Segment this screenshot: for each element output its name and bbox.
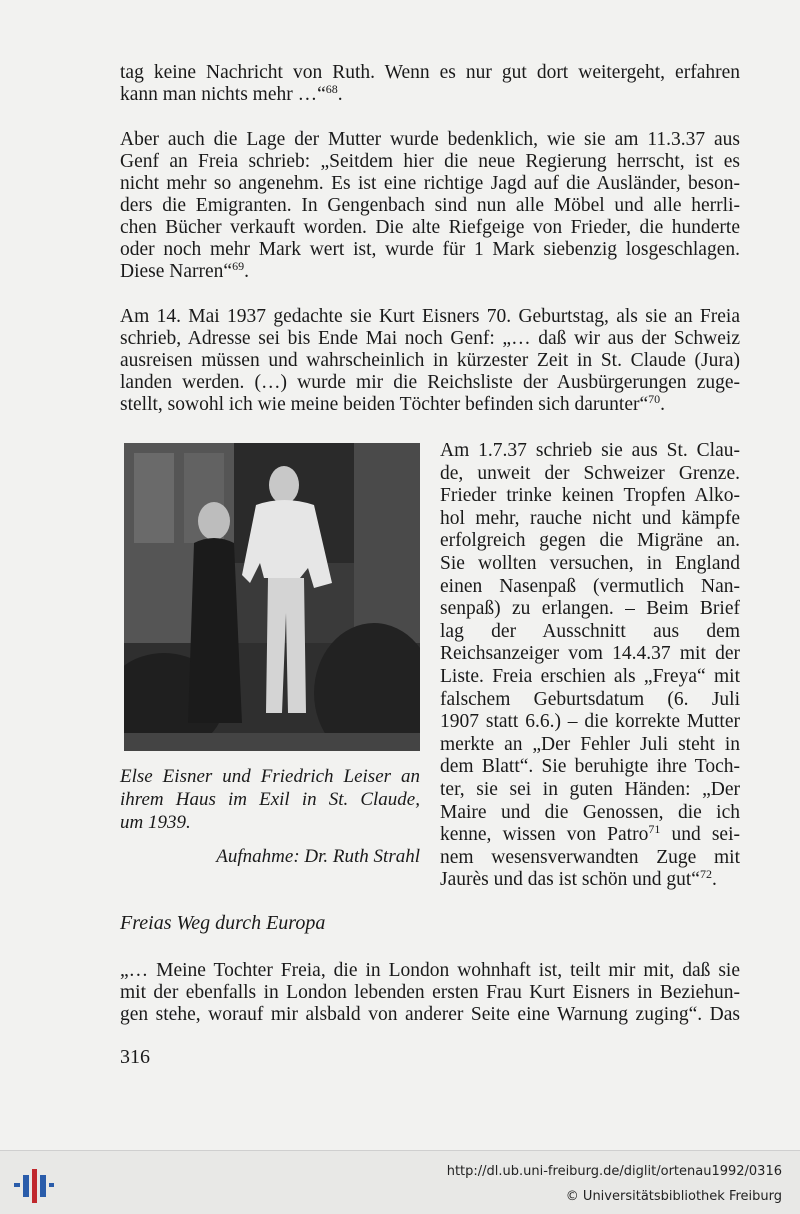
text-line: Maire und die Genossen, die ich (440, 801, 740, 823)
text-line: nem wesensverwandten Zuge mit (440, 846, 740, 868)
text-line: tag keine Nachricht von Ruth. Wenn es nur gut dort weitergeht, erfahren (120, 62, 740, 83)
footnote-ref: 68 (325, 82, 338, 96)
text-line: ter, sie sei in guten Händen: „Der (440, 778, 740, 800)
paragraph-4 (120, 960, 740, 1026)
text-line: Jaurès und das ist schön und gut“$^{72}$. (440, 867, 717, 891)
text-line: ausreisen müssen und wahrscheinlich in kürzester Zeit in St. Claude (Jura) (120, 350, 740, 371)
paragraph-3 (120, 306, 740, 416)
text-line: Diese Narren“$^{69}$. (120, 259, 249, 282)
text-line: Frieder trinke keinen Tropfen Alko- (440, 485, 740, 507)
caption-line: Else Eisner und Friedrich Leiser an (120, 766, 420, 787)
text-line: Liste. Freia erschien als „Freya“ mit (440, 665, 740, 687)
text-line: de, unweit der Schweizer Grenze. (440, 462, 740, 484)
source-url[interactable]: http://dl.ub.uni-freiburg.de/diglit/ortenau1992/0316 (446, 1164, 782, 1179)
text-line: stellt, sowohl ich wie meine beiden Töchter befinden sich darunter“$^{70}$. (120, 392, 666, 415)
text-line: senpaß) zu erlangen. – Beim Brief (440, 598, 740, 620)
text-line: lag der Ausschnitt aus dem (440, 620, 740, 642)
text-line: oder noch mehr Mark wert ist, wurde für 1 Mark siebenzig losgeschlagen. (120, 239, 740, 260)
text-line: Am 14. Mai 1937 gedachte sie Kurt Eisners 70. Geburtstag, als sie an Freia (120, 306, 740, 327)
text-line: mit der ebenfalls in London lebenden ersten Frau Kurt Eisners in Beziehun- (120, 982, 740, 1003)
caption-line: um 1939. (120, 812, 191, 833)
footnote-ref: 72 (699, 867, 712, 882)
photo-credit: Aufnahme: Dr. Ruth Strahl (216, 846, 420, 867)
text-line: Genf an Freia schrieb: „Seitdem hier die neue Regierung herrscht, ist es (120, 151, 740, 172)
text-line: landen werden. (…) wurde mir die Reichsliste der Ausbürgerungen zuge- (120, 372, 740, 393)
text-line: erfolgreich gegen die Migräne an. (440, 530, 740, 552)
copyright-notice: © Universitätsbibliothek Freiburg (565, 1189, 782, 1204)
photo-caption (120, 765, 420, 834)
text-line: nicht mehr so angenehm. Es ist eine richtige Jagd auf die Ausländer, beson- (120, 173, 740, 194)
right-column-text (440, 440, 740, 892)
text-line: schrieb, Adresse sei bis Ende Mai noch Genf: „… daß wir aus der Schweiz (120, 328, 740, 349)
footnote-ref: 71 (648, 822, 661, 837)
text-line: Aber auch die Lage der Mutter wurde bedenklich, wie sie am 11.3.37 aus (120, 129, 740, 150)
text-line: Sie wollten versuchen, in England (440, 552, 740, 574)
section-heading: Freias Weg durch Europa (120, 912, 326, 934)
text-line: 1907 statt 6.6.) – die korrekte Mutter (440, 711, 740, 733)
text-line: einen Nasenpaß (vermutlich Nan- (440, 575, 740, 597)
photograph (124, 443, 420, 751)
text-line: kenne, wissen von Patro$^{71}$ und sei- (440, 822, 740, 846)
paragraph-2 (120, 129, 740, 283)
text-line: dem Blatt“. Sie beruhigte ihre Toch- (440, 756, 740, 778)
page-number: 316 (120, 1046, 150, 1068)
footnote-ref: 70 (648, 392, 661, 406)
text-line: Reichsanzeiger vom 14.4.37 mit der (440, 643, 740, 665)
library-logo-icon (14, 1169, 54, 1203)
text-line: kann man nichts mehr …“$^{68}$. (120, 82, 343, 105)
text-line: ders die Emigranten. In Gengenbach sind nun alle Möbel und alle herrli- (120, 195, 740, 216)
text-line: gen stehe, worauf mir alsbald von anderer Seite eine Warnung zuging“. Das (120, 1004, 740, 1025)
text-line: „… Meine Tochter Freia, die in London wohnhaft ist, teilt mir mit, daß sie (120, 960, 740, 981)
paragraph-1 (120, 62, 740, 106)
library-footer (0, 1150, 800, 1214)
text-line: Am 1.7.37 schrieb sie aus St. Clau- (440, 440, 740, 461)
text-line: falschem Geburtsdatum (6. Juli (440, 688, 740, 710)
text-line: merkte an „Der Fehler Juli steht in (440, 733, 740, 755)
text-line: chen Bücher verkauft worden. Die alte Riefgeige von Frieder, die hunderte (120, 217, 740, 238)
caption-line: ihrem Haus im Exil in St. Claude, (120, 789, 420, 810)
footnote-ref: 69 (232, 259, 245, 273)
text-line: hol mehr, rauche nicht und kämpfe (440, 507, 740, 529)
